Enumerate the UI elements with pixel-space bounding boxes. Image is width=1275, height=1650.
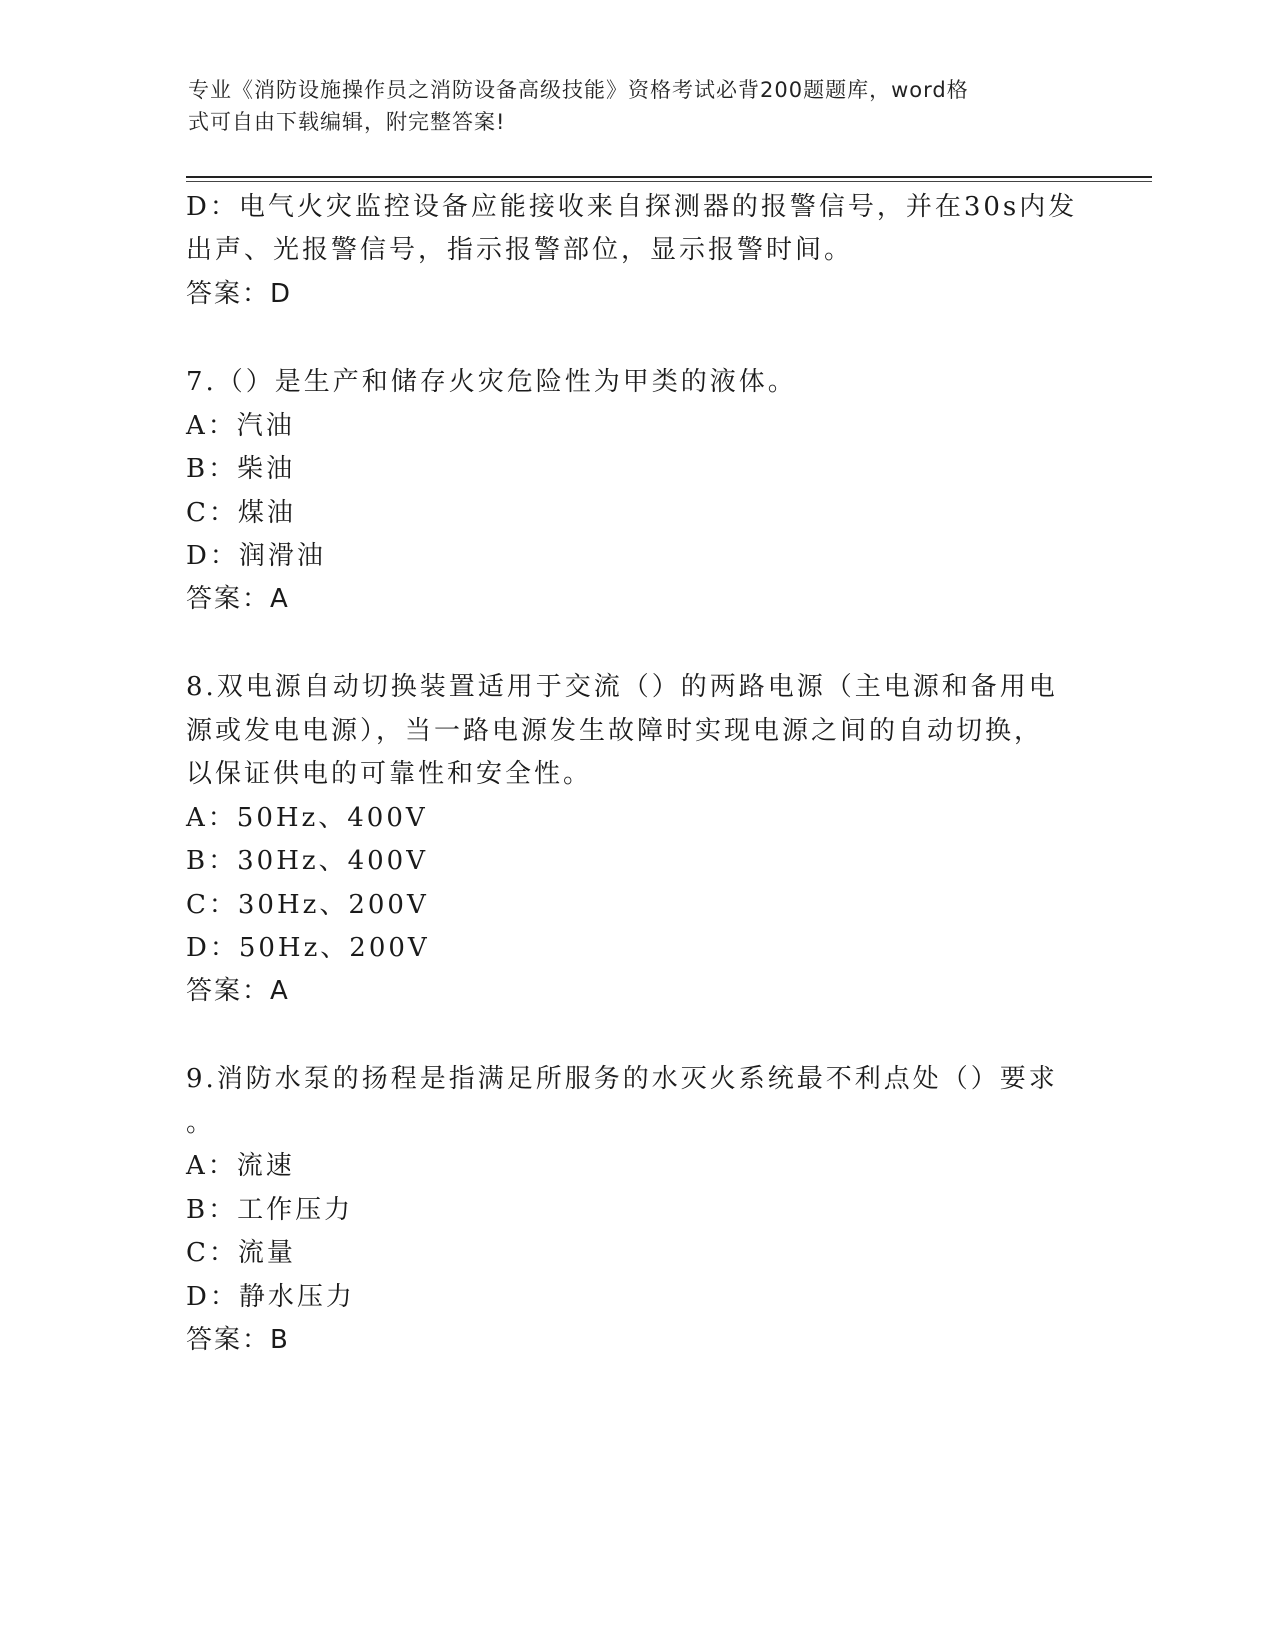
q9-option-c: C：流量 [186,1238,296,1268]
q8-stem-line-3: 以保证供电的可靠性和安全性。 [186,759,593,789]
header-divider-thin [186,181,1152,182]
q9-stem-line-2: 。 [186,1108,216,1138]
q9-stem-line-1: 9.消防水泵的扬程是指满足所服务的水灭火系统最不利点处（）要求 [186,1064,1058,1094]
q7-stem: 7.（）是生产和储存火灾危险性为甲类的液体。 [186,367,797,397]
q9-option-b: B：工作压力 [186,1195,354,1225]
q7-answer: 答案：A [186,584,290,614]
header-line-2: 式可自由下载编辑，附完整答案! [188,110,506,134]
q8-stem-line-2: 源或发电电源），当一路电源发生故障时实现电源之间的自动切换， [186,716,1044,746]
q9-option-a: A：流速 [186,1151,295,1181]
q8-answer: 答案：A [186,976,290,1006]
q8-option-d: D：50Hz、200V [186,933,430,963]
q7-option-b: B：柴油 [186,454,296,484]
q9-option-d: D：静水压力 [186,1282,355,1312]
q6-answer: 答案：D [186,279,293,309]
header-line-1: 专业《消防设施操作员之消防设备高级技能》资格考试必背200题题库，word格 [188,78,969,102]
q7-option-d: D：润滑油 [186,541,326,571]
q8-option-a: A：50Hz、400V [186,803,428,833]
q6-option-d-line-1: D：电气火灾监控设备应能接收来自探测器的报警信号，并在30s内发 [186,192,1078,222]
q7-option-c: C：煤油 [186,498,296,528]
q8-option-b: B：30Hz、400V [186,846,428,876]
header-divider-thick [186,176,1152,178]
q8-stem-line-1: 8.双电源自动切换装置适用于交流（）的两路电源（主电源和备用电 [186,672,1058,702]
document-header [188,74,1068,138]
q8-option-c: C：30Hz、200V [186,890,429,920]
q7-option-a: A：汽油 [186,411,295,441]
q9-answer: 答案：B [186,1325,290,1355]
q6-option-d-line-2: 出声、光报警信号，指示报警部位，显示报警时间。 [186,235,854,265]
